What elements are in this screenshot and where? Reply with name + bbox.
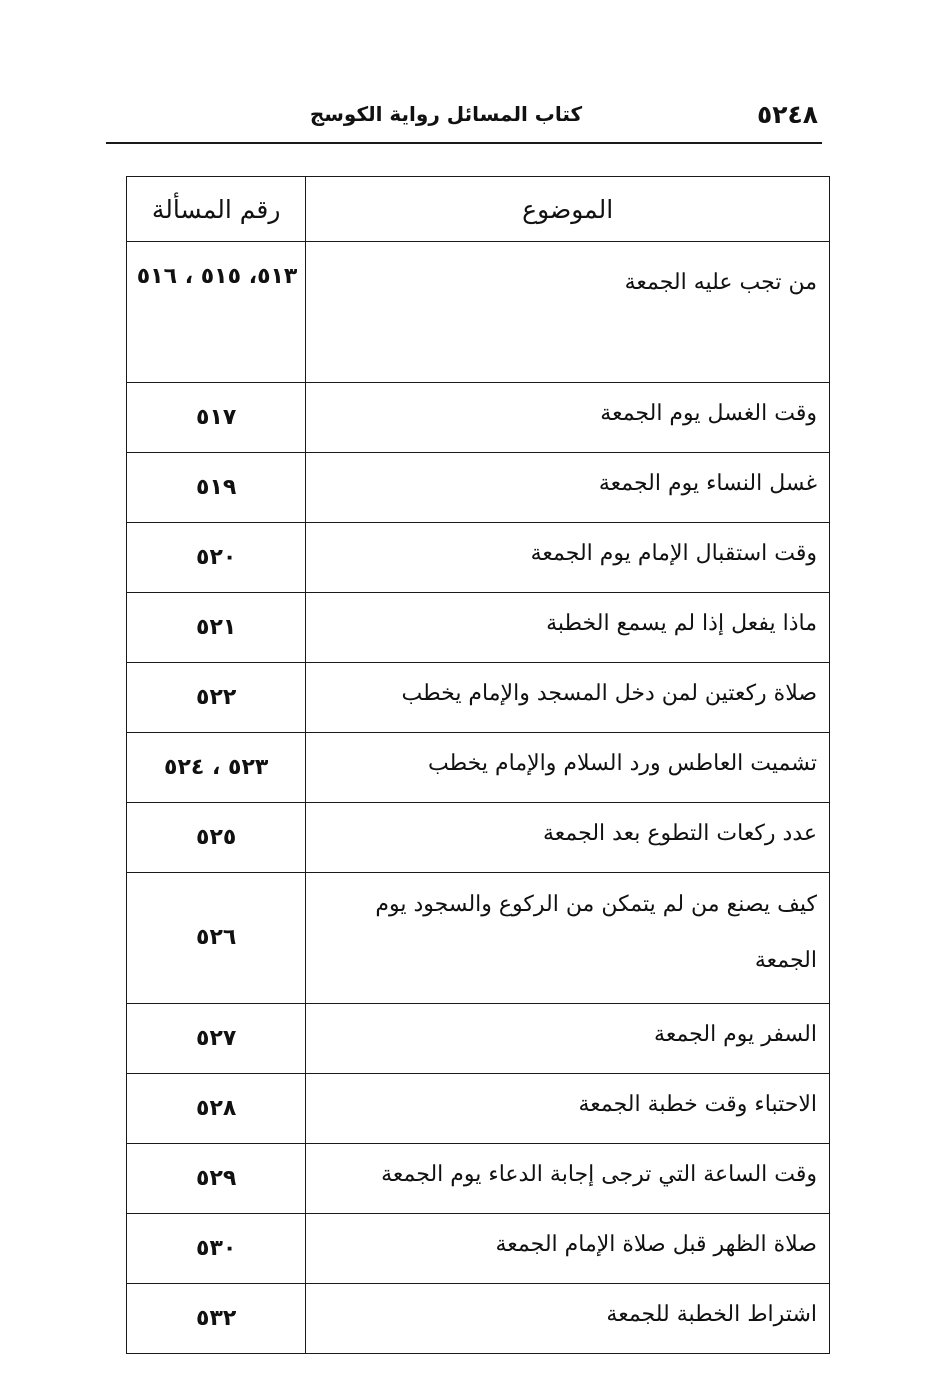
topic-cell: عدد ركعات التطوع بعد الجمعة: [306, 803, 830, 873]
number-cell: ٥٢٢: [127, 663, 306, 733]
topic-cell: الاحتباء وقت خطبة الجمعة: [306, 1074, 830, 1144]
number-column-header: رقم المسألة: [127, 177, 306, 242]
number-cell: ٥٢٦: [127, 873, 306, 1004]
number-cell: ٥٣٢: [127, 1284, 306, 1354]
number-cell: ٥٢١: [127, 593, 306, 663]
table-header-row: [127, 177, 830, 242]
index-table: [126, 176, 830, 1354]
number-cell: ٥٢٣ ، ٥٢٤: [127, 733, 306, 803]
topic-cell: اشتراط الخطبة للجمعة: [306, 1284, 830, 1354]
number-cell: ٥١٣، ٥١٥ ، ٥١٦: [127, 242, 306, 383]
table-row: [127, 733, 830, 803]
number-cell: ٥١٩: [127, 453, 306, 523]
topic-cell: السفر يوم الجمعة: [306, 1004, 830, 1074]
table-row: [127, 1004, 830, 1074]
page-header: [106, 96, 822, 144]
number-cell: ٥٢٥: [127, 803, 306, 873]
page-number: ٥٢٤٨: [756, 100, 818, 129]
table-row: [127, 383, 830, 453]
table-row: [127, 523, 830, 593]
table-row: [127, 663, 830, 733]
number-cell: ٥٢٩: [127, 1144, 306, 1214]
number-cell: ٥٢٨: [127, 1074, 306, 1144]
topic-cell: صلاة الظهر قبل صلاة الإمام الجمعة: [306, 1214, 830, 1284]
topic-column-header: الموضوع: [306, 177, 830, 242]
table-row: [127, 453, 830, 523]
number-cell: ٥١٧: [127, 383, 306, 453]
number-cell: ٥٢٧: [127, 1004, 306, 1074]
topic-cell: صلاة ركعتين لمن دخل المسجد والإمام يخطب: [306, 663, 830, 733]
table-row: [127, 1144, 830, 1214]
table-row: [127, 1074, 830, 1144]
topic-cell: وقت الغسل يوم الجمعة: [306, 383, 830, 453]
table-row: [127, 803, 830, 873]
number-cell: ٥٣٠: [127, 1214, 306, 1284]
table-row: [127, 873, 830, 1004]
table-row: [127, 242, 830, 383]
table-row: [127, 1214, 830, 1284]
number-cell: ٥٢٠: [127, 523, 306, 593]
running-title: كتاب المسائل رواية الكوسج: [309, 102, 583, 126]
topic-cell: وقت استقبال الإمام يوم الجمعة: [306, 523, 830, 593]
table-row: [127, 593, 830, 663]
topic-cell: وقت الساعة التي ترجى إجابة الدعاء يوم الجمعة: [306, 1144, 830, 1214]
topic-cell: كيف يصنع من لم يتمكن من الركوع والسجود يوم الجمعة: [306, 873, 830, 1004]
topic-cell: من تجب عليه الجمعة: [306, 242, 830, 383]
table-row: [127, 1284, 830, 1354]
topic-cell: تشميت العاطس ورد السلام والإمام يخطب: [306, 733, 830, 803]
topic-cell: ماذا يفعل إذا لم يسمع الخطبة: [306, 593, 830, 663]
topic-cell: غسل النساء يوم الجمعة: [306, 453, 830, 523]
